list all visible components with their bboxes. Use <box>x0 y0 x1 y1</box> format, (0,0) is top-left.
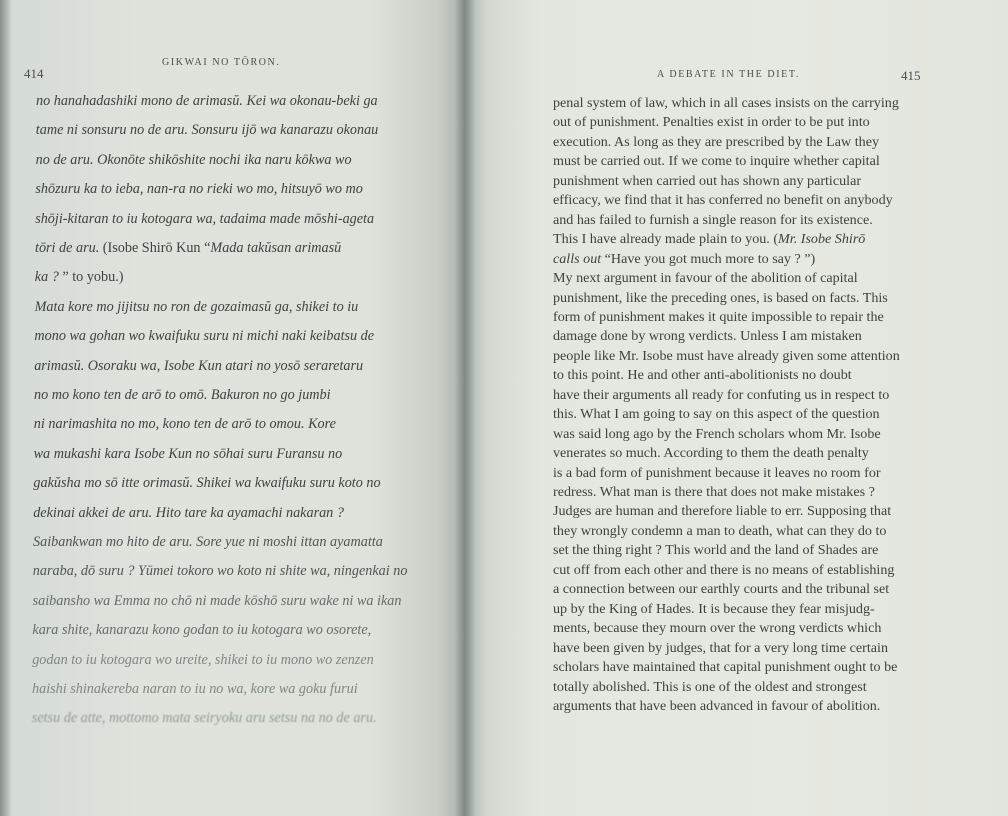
italic-text: tōri de aru. <box>35 240 100 256</box>
page-edge-shadow <box>0 0 12 816</box>
text-line <box>553 466 881 480</box>
text-line <box>35 241 341 255</box>
roman-text: have their arguments all ready for confuting us in respect to <box>553 386 890 403</box>
text-line <box>34 388 331 402</box>
text-line <box>553 543 878 557</box>
roman-text: damage done by wrong verdicts. Unless I am mistaken <box>553 328 862 345</box>
roman-text: ” to yobu.) <box>58 269 124 286</box>
roman-text: out of punishment. Penalties exist in order to be put into <box>553 114 870 131</box>
text-line <box>553 252 815 266</box>
italic-text: Mada takŭsan arimasŭ <box>210 240 342 256</box>
roman-text: penal system of law, which in all cases insists on the carrying <box>553 95 899 111</box>
roman-text: “Have you got much more to say ? ”) <box>601 250 816 267</box>
text-line <box>553 115 870 129</box>
roman-text: a connection between our earthly courts and the tribunal set <box>553 581 890 598</box>
italic-text: no mo kono ten de arō to omō. Bakuron no go jumbi <box>34 387 331 403</box>
italic-text: ka ? <box>34 269 59 286</box>
roman-text: scholars have maintained that capital punishment ought to be <box>553 659 898 676</box>
right-page-number: 415 <box>901 68 921 83</box>
roman-text: (Isobe Shirō Kun “ <box>99 240 211 256</box>
text-line <box>32 623 371 637</box>
text-line <box>33 564 408 578</box>
roman-text: must be carried out. If we come to inquire whether capital <box>553 153 880 170</box>
italic-text: Mata kore mo jijitsu no ron de gozaimasŭ ga, shikei to iu <box>34 298 359 315</box>
roman-text: they wrongly condemn a man to death, what can they do to <box>553 522 887 539</box>
roman-text: This I have already made plain to you. ( <box>553 231 779 248</box>
text-line <box>553 291 888 305</box>
roman-text: and has failed to furnish a single reason for its existence. <box>553 211 873 228</box>
text-line <box>553 271 858 285</box>
roman-text: redress. What man is there that does not make mistakes ? <box>553 484 875 500</box>
italic-text: no de aru. Okonōte shikōshite nochi ika naru kōkwa wo <box>35 151 352 168</box>
italic-text: shōji-kitaran to iu kotogara wa, tadaima made mōshi-ageta <box>35 210 375 227</box>
text-line <box>34 417 336 431</box>
roman-text: punishment when carried out has shown any particular <box>553 172 862 189</box>
text-line <box>553 699 880 713</box>
roman-text: is a bad form of punishment because it leaves no room for <box>553 464 881 481</box>
text-line <box>553 407 880 421</box>
text-line <box>34 359 363 373</box>
italic-text: saibansho wa Emma no chō ni made kōshō suru wake ni wa ikan <box>32 592 402 609</box>
roman-text: cut off from each other and there is no means of establishing <box>553 561 895 578</box>
text-line <box>33 535 383 549</box>
italic-text: mono wa gohan wo kwaifuku suru ni michi naki keibatsu de <box>34 328 375 345</box>
roman-text: was said long ago by the French scholars whom Mr. Isobe <box>553 425 881 442</box>
text-line <box>553 174 861 188</box>
text-line <box>553 388 889 402</box>
italic-text: setsu de atte, mottomo mata seiryoku aru setsu na no de aru. <box>31 710 377 727</box>
text-line <box>553 310 884 324</box>
text-line <box>33 594 402 608</box>
roman-text: venerates so much. According to them the death penalty <box>553 445 869 462</box>
italic-text: kara shite, kanarazu kono godan to iu kotogara wo osorete, <box>32 622 372 639</box>
text-line <box>553 524 886 538</box>
italic-text: wa mukashi kara Isobe Kun no sōhai suru Furansu no <box>33 445 343 462</box>
text-line <box>553 213 873 227</box>
text-line <box>33 476 380 490</box>
text-line <box>553 641 888 655</box>
italic-text: calls out <box>553 250 602 267</box>
italic-text: godan to iu kotogara wo ureite, shikei to iu mono wo zenzen <box>32 651 374 668</box>
text-line <box>553 193 893 207</box>
italic-text: naraba, dō suru ? Yūmei tokoro wo koto ni shite wa, ningenkai no <box>32 563 408 580</box>
italic-text: tame ni sonsuru no de aru. Sonsuru ijō wa kanarazu okonau <box>35 122 379 139</box>
roman-text: My next argument in favour of the abolition of capital <box>553 270 858 287</box>
roman-text: arguments that have been advanced in favour of abolition. <box>553 697 881 714</box>
text-line <box>553 329 862 343</box>
roman-text: Judges are human and therefore liable to err. Supposing that <box>553 503 892 520</box>
text-line <box>32 711 377 725</box>
text-line <box>553 368 852 382</box>
text-line <box>553 621 881 635</box>
text-line <box>553 96 899 110</box>
right-page <box>465 0 1008 816</box>
text-line <box>36 123 378 137</box>
text-line <box>553 660 897 674</box>
roman-text: have been given by judges, that for a very long time certain <box>553 639 889 656</box>
italic-text: dekinai akkei de aru. Hito tare ka ayamachi nakaran ? <box>33 504 344 521</box>
roman-text: execution. As long as they are prescribed by the Law they <box>553 133 880 150</box>
left-running-head: GIKWAI NO TŌRON. <box>162 57 281 68</box>
italic-text: gakŭsha mo sō itte orimasŭ. Shikei wa kwaifuku suru koto no <box>33 475 381 492</box>
text-line <box>36 94 378 108</box>
text-line <box>34 447 343 461</box>
text-line <box>553 349 900 363</box>
book-gutter <box>455 0 475 816</box>
text-line <box>553 232 865 246</box>
left-page <box>0 0 465 816</box>
text-line <box>553 446 869 460</box>
text-line <box>553 602 875 616</box>
text-line <box>33 506 344 520</box>
text-line <box>553 680 867 694</box>
text-line <box>36 153 352 167</box>
text-line <box>553 135 879 149</box>
italic-text: shōzuru ka to ieba, nan-ra no rieki wo mo, hitsuyō wo mo <box>35 181 363 198</box>
text-line <box>553 563 894 577</box>
italic-text: Mr. Isobe Shirō <box>778 231 866 248</box>
text-line <box>35 300 359 314</box>
roman-text: people like Mr. Isobe must have already given some attention <box>553 347 900 364</box>
roman-text: efficacy, we find that it has conferred no benefit on anybody <box>553 192 893 209</box>
text-line <box>35 212 374 226</box>
roman-text: up by the King of Hades. It is because they fear misjudg- <box>553 600 875 617</box>
left-page-number: 414 <box>24 66 44 81</box>
text-line <box>32 682 358 696</box>
text-line <box>35 182 362 196</box>
italic-text: no hanahadashiki mono de arimasŭ. Kei wa okonau-beki ga <box>36 93 378 109</box>
text-line <box>553 504 891 518</box>
text-line <box>34 329 374 343</box>
text-line <box>553 485 875 499</box>
italic-text: haishi shinakereba naran to iu no wa, kore wa goku furui <box>32 681 358 697</box>
roman-text: to this point. He and other anti-abolitionists no doubt <box>553 367 852 384</box>
roman-text: ments, because they mourn over the wrong verdicts which <box>553 620 882 637</box>
text-line <box>553 582 889 596</box>
roman-text: form of punishment makes it quite impossible to repair the <box>553 308 884 325</box>
text-line <box>35 270 124 284</box>
text-line <box>553 154 880 168</box>
text-line <box>553 427 881 441</box>
roman-text: totally abolished. This is one of the oldest and strongest <box>553 678 867 695</box>
roman-text: set the thing right ? This world and the land of Shades are <box>553 542 879 559</box>
text-line <box>32 653 374 667</box>
italic-text: Saibankwan mo hito de aru. Sore yue ni moshi ittan ayamatta <box>33 534 383 550</box>
italic-text: ni narimashita no mo, kono ten de arō to omou. Kore <box>33 416 336 433</box>
right-running-head: A DEBATE IN THE DIET. <box>657 69 800 80</box>
italic-text: arimasŭ. Osoraku wa, Isobe Kun atari no yosō seraretaru <box>34 357 364 374</box>
roman-text: this. What I am going to say on this aspect of the question <box>553 406 880 423</box>
roman-text: punishment, like the preceding ones, is based on facts. This <box>553 289 888 306</box>
